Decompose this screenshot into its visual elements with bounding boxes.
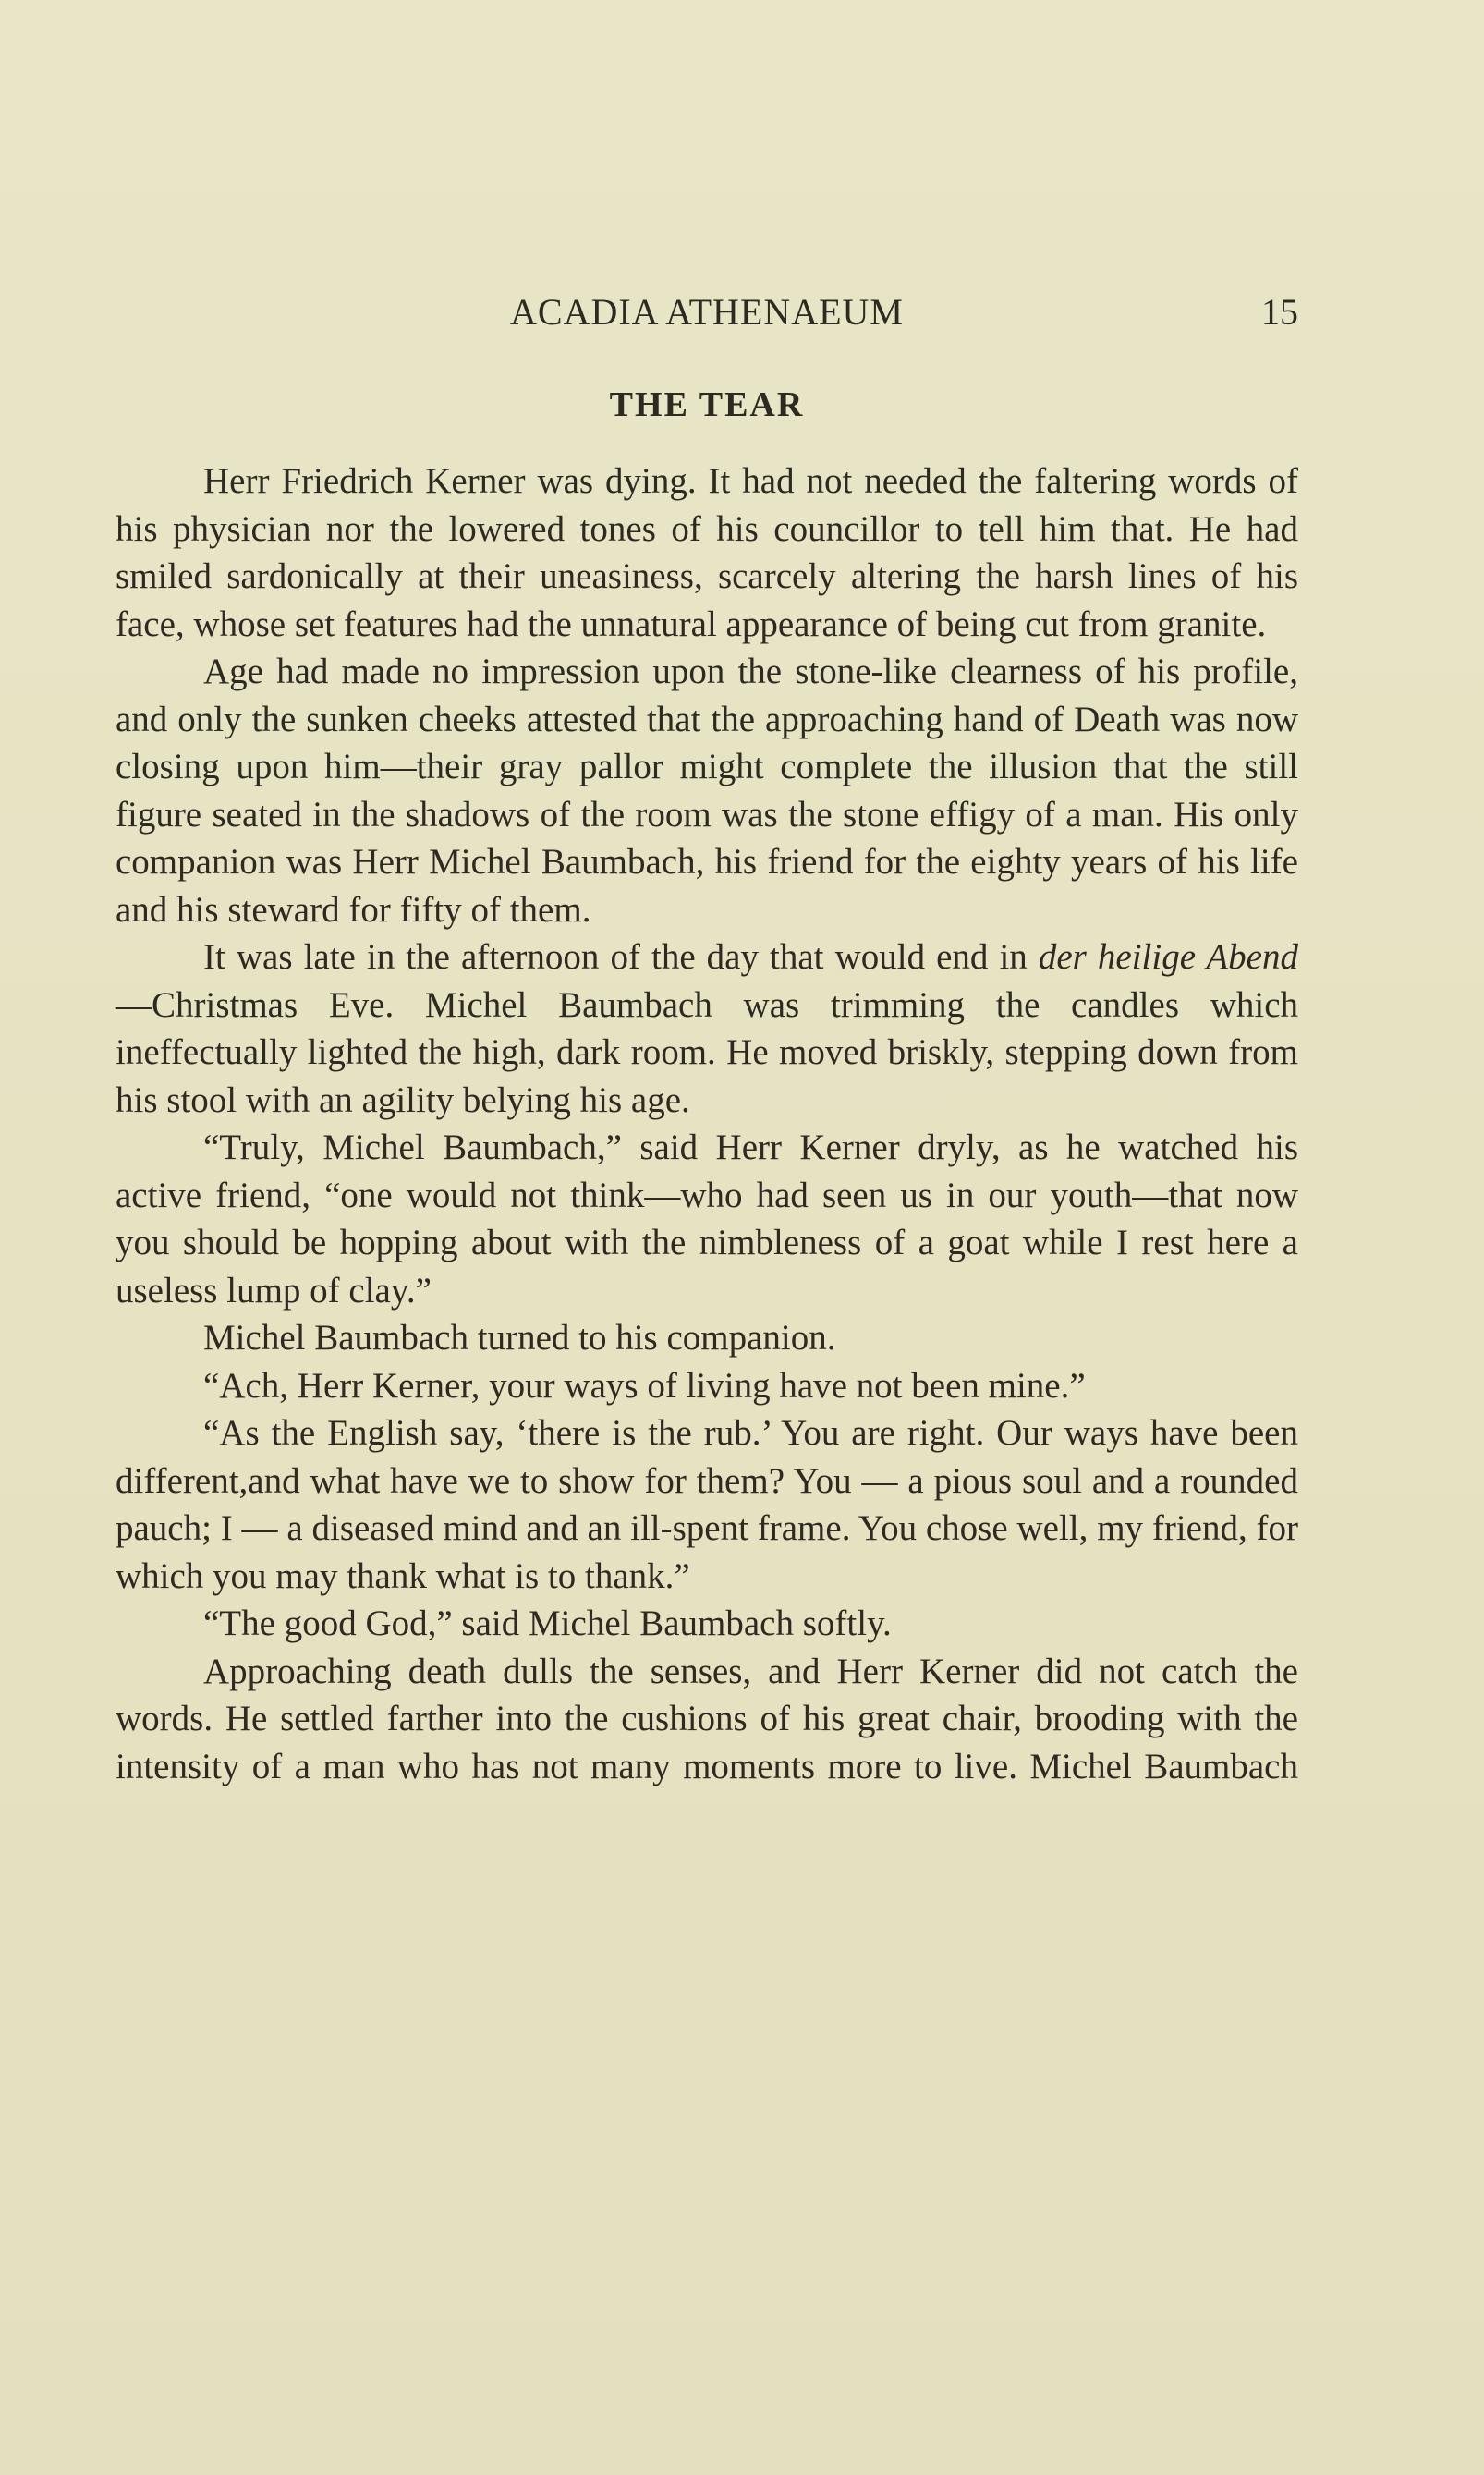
paragraph: “Truly, Michel Baumbach,” said Herr Kerner dryly, as he watched his active friend, “one would not think—who had seen us in our youth—that now you should be hopping about with the nimbleness of a goat while I rest here a useless lump of clay.” [116, 1128, 1298, 1311]
paragraph-text: It was late in the afternoon of the day that would end in [203, 937, 1039, 977]
page-number: 15 [1261, 291, 1298, 333]
paragraph [116, 933, 1298, 1124]
running-head [116, 287, 1298, 338]
paragraph: “As the English say, ‘there is the rub.’ You are right. Our ways have been different,and what have we to show for them? You — a pious soul and a rounded pauch; I — a diseased mind and an ill-spent frame. You chose well, my friend, for which you may thank what is to thank.” [116, 1413, 1298, 1596]
paragraph: Approaching death dulls the senses, and Herr Kerner did not catch the words. He settled farther into the cushions of his great chair, brooding with the intensity of a man who has not many moments more to live. Michel Baumbach [116, 1651, 1298, 1786]
paragraph-text: —Christmas Eve. Michel Baumbach was trimming the candles which ineffectually lighted the high, dark room. He moved briskly, stepping down from his stool with an agility belying his age. [116, 984, 1298, 1120]
article-title: THE TEAR [609, 385, 805, 424]
article-body [116, 457, 1298, 1790]
paragraph: “Ach, Herr Kerner, your ways of living have not been mine.” [203, 1365, 1086, 1406]
paragraph: “The good God,” said Michel Baumbach softly. [203, 1603, 892, 1643]
paragraph: Age had made no impression upon the stone-like clearness of his profile, and only the sunken cheeks attested that the approaching hand of Death was now closing upon him—their gray pallor might complete the illusion that the still figure seated in the shadows of the room was the stone effigy of a man. His only companion was Herr Michel Baumbach, his friend for the eighty years of his life and his steward for fifty of them. [116, 652, 1298, 930]
paragraph: Herr Friedrich Kerner was dying. It had not needed the faltering words of his physician nor the lowered tones of his councillor to tell him that. He had smiled sardonically at their uneasiness, scarcely altering the harsh lines of his face, whose set features had the unnatural appearance of being cut from granite. [116, 461, 1298, 644]
paragraph: Michel Baumbach turned to his companion. [203, 1318, 836, 1358]
italic-phrase: der heilige Abend [1038, 937, 1298, 977]
journal-title: ACADIA ATHENAEUM [510, 291, 904, 333]
